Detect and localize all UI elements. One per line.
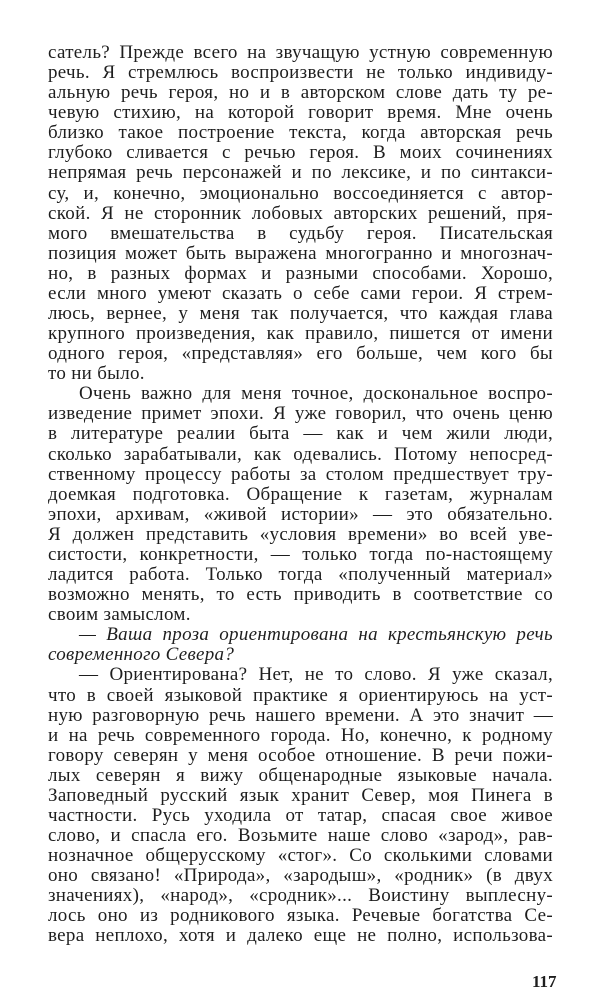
text-line: — Ваша проза ориентирована на крестьянскую речь — [79, 624, 553, 646]
text-line: су, и, конечно, эмоционально воссоединяется с автор- — [48, 182, 553, 204]
text-line: но, в разных формах и разными способами. Хорошо, — [48, 262, 553, 284]
text-line: сколько зарабатывали, как одевались. Потому непосред- — [48, 443, 553, 465]
text-line: позиция может быть выражена многогранно и многознач- — [48, 242, 553, 264]
book-page-text — [48, 43, 553, 947]
text-line: Заповедный русский язык хранит Север, моя Пинега в — [48, 784, 553, 806]
text-line: то ни было. — [48, 363, 145, 385]
interview-question — [48, 625, 553, 665]
text-line: Я должен представить «условия времени» во всей уве- — [48, 523, 553, 545]
text-line: ладится работа. Только тогда «полученный материал» — [48, 564, 553, 586]
text-line: ную разговорную речь нашего времени. А это значит — — [48, 704, 553, 726]
text-line: лых северян я вижу общенародные языковые начала. — [48, 764, 553, 786]
page-number: 117 — [532, 972, 557, 991]
text-line: частности. Русь уходила от татар, спасая свое живое — [48, 804, 553, 826]
text-line: нозначное общерусскому «стог». Со сколькими словами — [48, 845, 553, 867]
text-line: — Ориентирована? Нет, не то слово. Я уже сказал, — [79, 664, 553, 686]
text-line: Очень важно для меня точное, доскональное воспро- — [79, 383, 553, 405]
text-line: непрямая речь персонажей и по лексике, и по синтакси- — [48, 162, 553, 184]
text-line: лось оно из родникового языка. Речевые богатства Се- — [48, 905, 553, 927]
text-line: чевую стихию, на которой говорит время. Мне очень — [48, 102, 553, 124]
text-line: ственному процессу работы за столом предшествует тру- — [48, 463, 553, 485]
text-line: значениях), «народ», «сродник»... Воистину выплесну- — [48, 885, 553, 907]
text-line: современного Севера? — [48, 644, 235, 666]
text-line: говору северян у меня особое отношение. В речи пожи- — [48, 744, 553, 766]
text-line: систости, конкретности, — только тогда по-настоящему — [48, 543, 553, 565]
text-line: вера неплохо, хотя и далеко еще не полно, использова- — [48, 925, 553, 947]
text-line: в литературе реалии быта — как и чем жили люди, — [48, 423, 553, 445]
text-line: сатель? Прежде всего на звучащую устную современную — [48, 42, 553, 63]
text-line: ской. Я не сторонник лобовых авторских решений, пря- — [48, 202, 553, 224]
text-line: речь. Я стремлюсь воспроизвести не только индивиду- — [48, 62, 553, 84]
text-line: слово, и спасла его. Возьмите наше слово «зарод», рав- — [48, 825, 553, 847]
paragraph — [48, 384, 553, 625]
text-line: изведение примет эпохи. Я уже говорил, что очень ценю — [48, 403, 553, 425]
text-line: своим замыслом. — [48, 604, 191, 626]
text-line: оно связано! «Природа», «зародыш», «родник» (в двух — [48, 865, 553, 887]
text-line: и на речь современного города. Но, конечно, к родному — [48, 724, 553, 746]
text-line: одного героя, «представляя» его больше, чем кого бы — [48, 343, 553, 365]
text-line: эпохи, архивам, «живой истории» — это обязательно. — [48, 503, 553, 525]
paragraph — [48, 665, 553, 946]
text-line: альную речь героя, но и в авторском слове дать ту ре- — [48, 82, 553, 104]
text-line: глубоко сливается с речью героя. В моих сочинениях — [48, 142, 553, 164]
paragraph — [48, 43, 553, 384]
text-line: крупного произведения, как правило, пишется от имени — [48, 323, 553, 345]
text-line: возможно менять, то есть приводить в соответствие со — [48, 584, 553, 606]
text-line: близко такое построение текста, когда авторская речь — [48, 122, 553, 144]
text-line: люсь, вернее, у меня так получается, что каждая глава — [48, 303, 553, 325]
text-line: что в своей языковой практике я ориентируюсь на уст- — [48, 684, 553, 706]
text-line: если много умеют сказать о себе сами герои. Я стрем- — [48, 282, 553, 304]
text-line: доемкая подготовка. Обращение к газетам, журналам — [48, 483, 553, 505]
text-line: мого вмешательства в судьбу героя. Писательская — [48, 222, 553, 244]
